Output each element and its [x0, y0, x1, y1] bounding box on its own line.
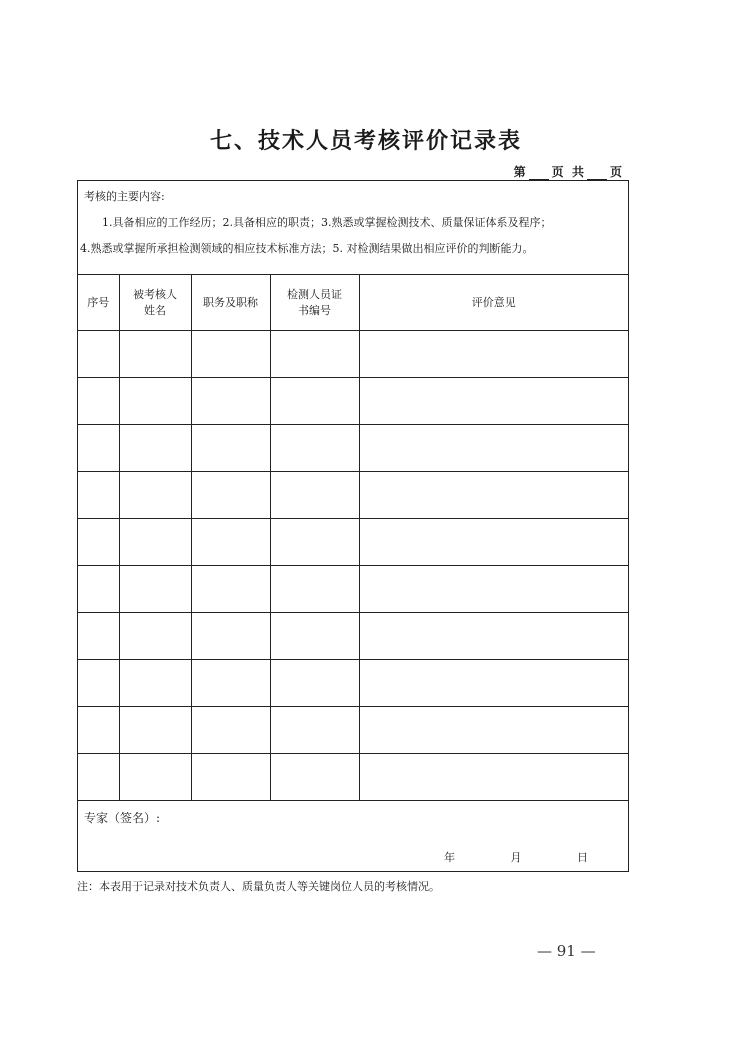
table-cell[interactable]	[270, 331, 359, 378]
header-name	[119, 275, 191, 331]
table-cell[interactable]	[270, 754, 359, 801]
record-form	[77, 180, 629, 872]
table-cell[interactable]	[119, 707, 191, 754]
header-opinion: 评价意见	[359, 275, 628, 331]
table-row	[78, 425, 628, 472]
table-cell[interactable]	[78, 613, 119, 660]
header-cert-line1: 检测人员证	[287, 287, 342, 301]
table-cell[interactable]	[119, 472, 191, 519]
signature-block	[78, 801, 628, 871]
page-counter-ye1: 页	[551, 165, 564, 179]
record-table	[78, 275, 628, 801]
table-cell[interactable]	[270, 566, 359, 613]
table-cell[interactable]	[270, 707, 359, 754]
table-cell[interactable]	[78, 378, 119, 425]
table-cell[interactable]	[119, 660, 191, 707]
table-cell[interactable]	[359, 754, 628, 801]
table-cell[interactable]	[270, 378, 359, 425]
header-cert-line2: 书编号	[298, 303, 331, 317]
header-cert	[270, 275, 359, 331]
header-seq: 序号	[78, 275, 119, 331]
page-counter-gong: 共	[571, 165, 584, 179]
table-cell[interactable]	[270, 613, 359, 660]
table-row	[78, 566, 628, 613]
table-cell[interactable]	[191, 378, 270, 425]
table-header-row	[78, 275, 628, 331]
table-cell[interactable]	[191, 754, 270, 801]
table-cell[interactable]	[359, 660, 628, 707]
table-cell[interactable]	[270, 425, 359, 472]
table-row	[78, 660, 628, 707]
table-cell[interactable]	[78, 754, 119, 801]
page-number: — 91 —	[537, 942, 596, 960]
table-cell[interactable]	[191, 425, 270, 472]
table-cell[interactable]	[359, 519, 628, 566]
header-name-line1: 被考核人	[133, 287, 177, 301]
page-counter-di: 第	[513, 165, 526, 179]
table-cell[interactable]	[191, 660, 270, 707]
table-cell[interactable]	[78, 566, 119, 613]
table-cell[interactable]	[359, 378, 628, 425]
assessment-heading: 考核的主要内容:	[84, 190, 165, 203]
table-cell[interactable]	[191, 331, 270, 378]
page-counter-ye2: 页	[609, 165, 622, 179]
table-cell[interactable]	[270, 660, 359, 707]
table-cell[interactable]	[359, 566, 628, 613]
table-row	[78, 754, 628, 801]
table-cell[interactable]	[119, 425, 191, 472]
table-cell[interactable]	[359, 425, 628, 472]
table-cell[interactable]	[119, 519, 191, 566]
table-cell[interactable]	[119, 754, 191, 801]
table-row	[78, 331, 628, 378]
assessment-content	[78, 181, 628, 275]
table-cell[interactable]	[270, 472, 359, 519]
table-cell[interactable]	[78, 472, 119, 519]
table-cell[interactable]	[270, 519, 359, 566]
header-position: 职务及职称	[191, 275, 270, 331]
table-row	[78, 472, 628, 519]
table-cell[interactable]	[359, 472, 628, 519]
date-line	[418, 849, 588, 865]
table-cell[interactable]	[359, 707, 628, 754]
header-name-line2: 姓名	[144, 303, 166, 317]
table-row	[78, 378, 628, 425]
signature-label: 专家（签名）:	[84, 811, 161, 825]
table-row	[78, 519, 628, 566]
table-cell[interactable]	[78, 519, 119, 566]
table-cell[interactable]	[119, 613, 191, 660]
table-cell[interactable]	[191, 472, 270, 519]
page-counter	[514, 163, 622, 180]
table-cell[interactable]	[119, 566, 191, 613]
table-cell[interactable]	[78, 707, 119, 754]
table-cell[interactable]	[191, 566, 270, 613]
table-cell[interactable]	[191, 613, 270, 660]
table-cell[interactable]	[191, 519, 270, 566]
table-cell[interactable]	[119, 331, 191, 378]
table-cell[interactable]	[119, 378, 191, 425]
footnote: 注：本表用于记录对技术负责人、质量负责人等关键岗位人员的考核情况。	[77, 880, 440, 893]
table-row	[78, 707, 628, 754]
table-cell[interactable]	[78, 331, 119, 378]
date-year: 年	[444, 851, 455, 864]
page-title: 七、技术人员考核评价记录表	[209, 128, 522, 154]
table-row	[78, 613, 628, 660]
table-cell[interactable]	[359, 613, 628, 660]
page-number-blank[interactable]	[529, 167, 549, 180]
table-cell[interactable]	[78, 660, 119, 707]
page-total-blank[interactable]	[587, 167, 607, 180]
date-day: 日	[577, 851, 588, 864]
date-month: 月	[510, 851, 522, 864]
assessment-line-2: 4.熟悉或掌握所承担检测领域的相应技术标准方法；5. 对检测结果做出相应评价的判断能力。	[80, 242, 534, 255]
assessment-line-1: 1.具备相应的工作经历；2.具备相应的职责；3.熟悉或掌握检测技术、质量保证体系及程序；	[102, 216, 552, 229]
table-cell[interactable]	[78, 425, 119, 472]
table-cell[interactable]	[191, 707, 270, 754]
table-cell[interactable]	[359, 331, 628, 378]
